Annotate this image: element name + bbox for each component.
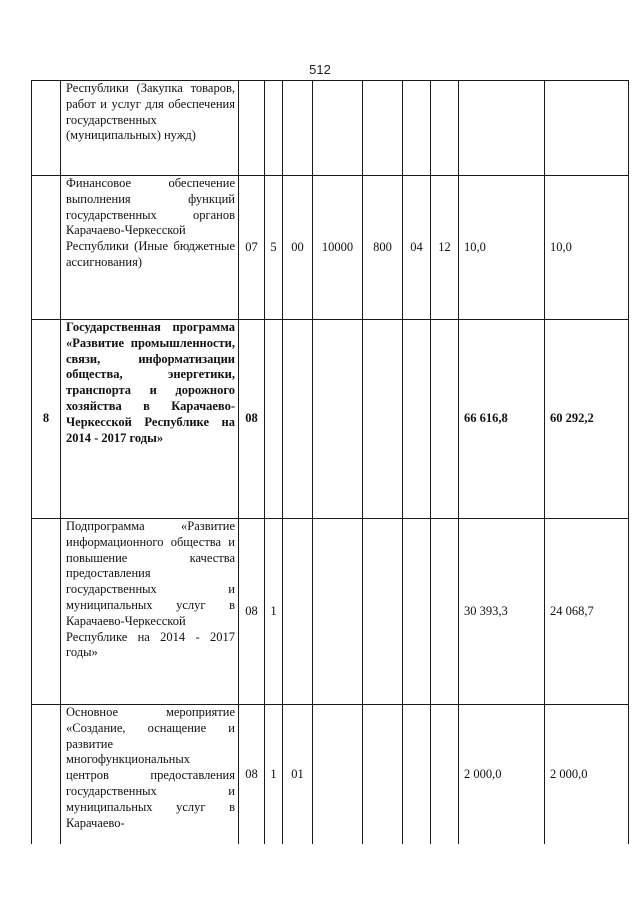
code-subprogram: 5 [265,176,283,320]
code-section [403,519,431,705]
row-name-text: Государственная программа «Развитие промышленности, связи, информатизации общества, энергетики, транспорта и дорожного хозяйства в Карачаево-Черкесской Республике на 2014 - 2017 годы» [66,320,235,445]
code-subsection [431,81,459,176]
code-program [239,81,265,176]
amount-2: 60 292,2 [545,320,629,519]
amount-2: 2 000,0 [545,705,629,845]
code-program: 08 [239,705,265,845]
amount-1: 30 393,3 [459,519,545,705]
row-name-text: Подпрограмма «Развитие информационного общества и повышение качества предоставления государственных и муниципальных услуг в Карачаево-Черкесской Республике на 2014 - 2017 годы» [66,519,235,660]
amount-1 [459,81,545,176]
code-activity [283,519,313,705]
code-expense-type [363,519,403,705]
code-expense-type [363,705,403,845]
code-direction [313,320,363,519]
code-expense-type: 800 [363,176,403,320]
table-row [32,705,629,845]
code-subprogram [265,320,283,519]
table-row [32,320,629,519]
amount-1: 66 616,8 [459,320,545,519]
page-number: 512 [309,62,331,77]
code-expense-type [363,81,403,176]
row-name [61,176,239,320]
code-section [403,81,431,176]
row-name [61,705,239,845]
code-activity: 01 [283,705,313,845]
code-direction [313,81,363,176]
budget-table [31,80,629,844]
code-activity [283,81,313,176]
code-activity: 00 [283,176,313,320]
code-subprogram [265,81,283,176]
row-number [32,81,61,176]
table-row [32,519,629,705]
code-program: 08 [239,320,265,519]
row-number: 8 [32,320,61,519]
code-direction [313,705,363,845]
row-name [61,320,239,519]
row-name [61,81,239,176]
table-body [32,81,629,845]
row-name-text: Республики (Закупка товаров, работ и услуг для обеспечения государственных (муниципальных) нужд) [66,81,235,143]
code-subprogram: 1 [265,705,283,845]
code-program: 08 [239,519,265,705]
amount-2: 10,0 [545,176,629,320]
code-section: 04 [403,176,431,320]
row-number [32,519,61,705]
code-expense-type [363,320,403,519]
code-subprogram: 1 [265,519,283,705]
table-row [32,81,629,176]
code-subsection [431,320,459,519]
amount-1: 2 000,0 [459,705,545,845]
amount-2 [545,81,629,176]
code-subsection: 12 [431,176,459,320]
code-subsection [431,705,459,845]
code-subsection [431,519,459,705]
code-program: 07 [239,176,265,320]
table-row [32,176,629,320]
row-name-text: Финансовое обеспечение выполнения функций государственных органов Карачаево-Черкесской Республики (Иные бюджетные ассигнования) [66,176,235,269]
code-activity [283,320,313,519]
code-direction: 10000 [313,176,363,320]
row-name-text: Основное мероприятие «Создание, оснащение и развитие многофункциональных центров предоставления государственных и муниципальных услуг в Карачаево- [66,705,235,830]
row-number [32,705,61,845]
amount-1: 10,0 [459,176,545,320]
code-direction [313,519,363,705]
row-number [32,176,61,320]
row-name [61,519,239,705]
code-section [403,705,431,845]
code-section [403,320,431,519]
amount-2: 24 068,7 [545,519,629,705]
